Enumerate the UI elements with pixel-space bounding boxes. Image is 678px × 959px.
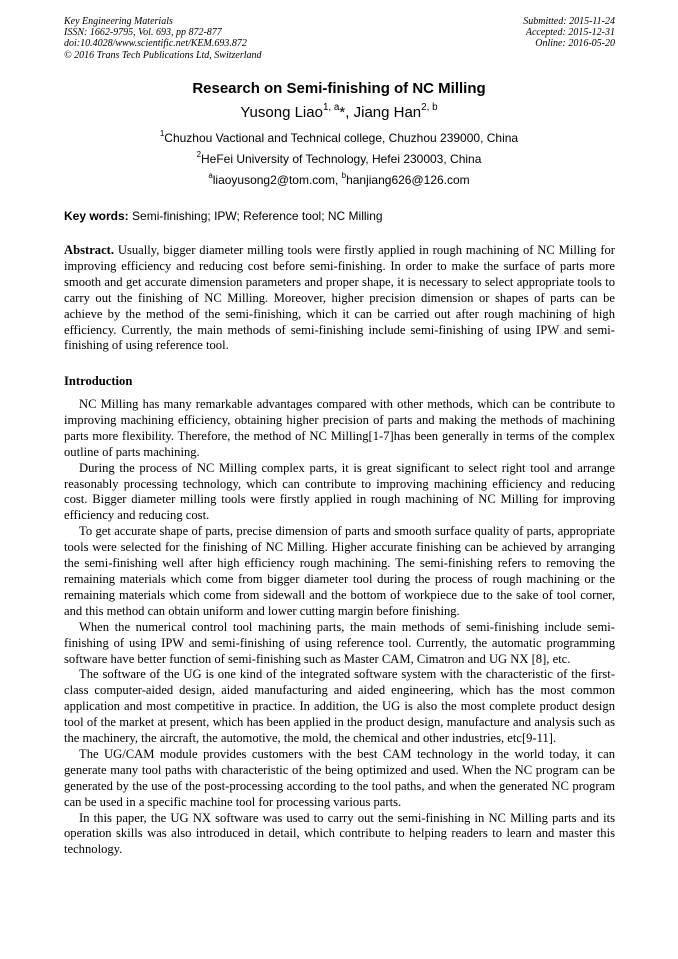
introduction-body — [64, 397, 615, 858]
issn-line: ISSN: 1662-9795, Vol. 693, pp 872-877 — [64, 27, 222, 39]
online-date: Online: 2016-05-20 — [535, 38, 615, 50]
paragraph: The UG/CAM module provides customers with the best CAM technology in the world today, it can generate many tool paths with characteristic of the being optimized and used. When the NC program can be generated by the use of the post-processing according to the tool paths, and when the generated NC program can be used in a specific machine tool for processing various parts. — [64, 746, 615, 809]
author-line — [0, 103, 678, 123]
paragraph: When the numerical control tool machining parts, the main methods of semi-finishing include semi-finishing of using IPW and semi-finishing of using reference tool. Currently, the automatic programming software have better function of semi-finishing such as Master CAM, Cimatron and UG NX [8], etc. — [64, 619, 615, 666]
publication-dates — [523, 16, 615, 50]
keywords-label: Key words: — [64, 209, 129, 223]
paragraph: NC Milling has many remarkable advantages compared with other methods, which can be contribute to improving machining efficiency, obtaining higher precision of parts and making the methods of machining parts more flexibility. Therefore, the method of NC Milling[1-7]has been generally in terms of the complex outline of parts machining. — [64, 397, 615, 459]
affiliation-2-mark: 2 — [196, 149, 201, 159]
affiliation-1-mark: 1 — [159, 128, 165, 138]
abstract — [64, 243, 615, 354]
email-a: liaoyusong2@tom.com — [212, 173, 335, 187]
affiliation-1-text: Chuzhou Vactional and Technical college, Chuzhou 239000, China — [164, 131, 519, 145]
affiliation-1 — [0, 128, 678, 146]
journal-name: Key Engineering Materials — [64, 16, 173, 27]
abstract-label: Abstract. — [64, 243, 115, 257]
author-1-affiliation-mark: 1, a — [322, 101, 340, 113]
abstract-text: Usually, bigger diameter milling tools were firstly applied in rough machining of NC Milling for improving efficiency and reducing cost before semi-finishing. In order to make the surface of parts more smooth and get accurate dimension parameters and proper shape, it is necessary to select appropriate tools to carry out the finishing of NC Milling. Moreover, higher precision dimension or shapes of parts can be achieve by the method of the semi-finishing, which it can be carried out after rough machining of high efficiency. Currently, the main methods of semi-finishing include semi-finishing of using IPW and semi-finishing of using reference tool. — [64, 243, 615, 353]
author-2-affiliation-mark: 2, b — [421, 101, 438, 113]
affiliation-2-text: HeFei University of Technology, Hefei 230003, China — [201, 152, 482, 166]
journal-info — [64, 16, 262, 61]
doi-line: doi:10.4028/www.scientific.net/KEM.693.872 — [64, 38, 247, 50]
copyright-line: © 2016 Trans Tech Publications Ltd, Switzerland — [64, 49, 262, 61]
email-separator: , — [334, 173, 342, 187]
submitted-date: Submitted: 2015-11-24 — [523, 16, 615, 27]
email-b-mark: b — [341, 170, 347, 180]
section-heading-introduction: Introduction — [64, 374, 133, 388]
affiliation-2 — [0, 149, 678, 167]
keywords-text: Semi-finishing; IPW; Reference tool; NC Milling — [132, 209, 383, 223]
paragraph: To get accurate shape of parts, precise dimension of parts and smooth surface quality of parts, appropriate tools were selected for the finishing of NC Milling. Higher accurate finishing can be achieved by arranging the semi-finishing well after high efficiency rough machining. The semi-finishing refers to removing the remaining materials which come from bigger diameter tool during the process of rough machining or the remaining materials which come from sidewall and the bottom of workpiece due to the sake of tool corner, and this method can obtain uniform and lower cutting margin before finishing. — [64, 524, 615, 618]
author-separator: , — [345, 104, 354, 121]
email-a-mark: a — [208, 170, 213, 180]
author-2-name: Jiang Han — [353, 104, 422, 121]
email-b: hanjiang626@126.com — [346, 173, 470, 187]
accepted-date: Accepted: 2015-12-31 — [525, 27, 615, 39]
author-1-name: Yusong Liao — [240, 104, 323, 121]
corresponding-author-mark: * — [339, 104, 346, 121]
paper-title: Research on Semi-finishing of NC Milling — [192, 80, 486, 97]
paragraph: During the process of NC Milling complex parts, it is great significant to select right tool and arrange reasonably processing technology, which can contribute to improving machining efficiency and reducing cost. Bigger diameter milling tools were firstly applied in rough machining of NC Milling for improving efficiency and reducing cost. — [64, 460, 615, 523]
email-line — [0, 170, 678, 188]
keywords — [64, 209, 615, 223]
paragraph: In this paper, the UG NX software was used to carry out the semi-finishing in NC Milling parts and its operation skills was also introduced in detail, which contribute to helping readers to learn and master this technology. — [64, 810, 615, 857]
paragraph: The software of the UG is one kind of the integrated software system with the characteristic of the first-class computer-aided design, aided manufacturing and aided engineering, which has the most common application and most competitive in practice. In addition, the UG is also the most complete product design tool of the market at present, which has been applied in the product design, manufacture and analysis such as the machinery, the aircraft, the automotive, the mold, the chemical and other industries, etc[9-11]. — [64, 667, 615, 746]
